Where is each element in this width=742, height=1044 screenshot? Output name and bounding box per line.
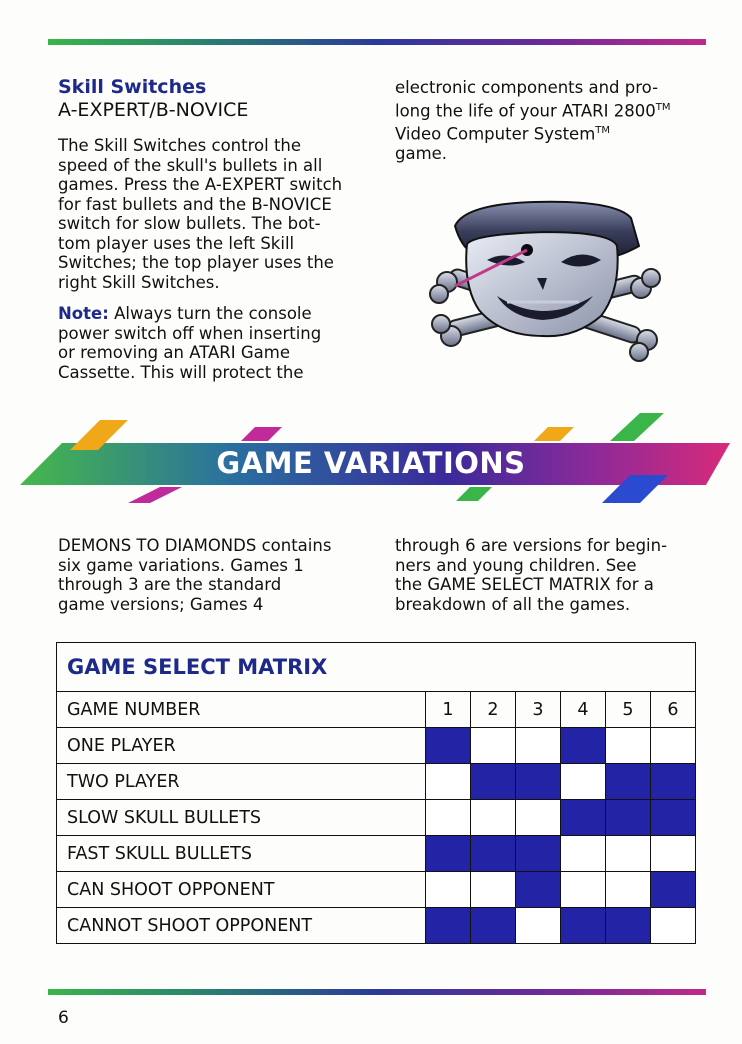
matrix-cell-filled [516, 764, 561, 800]
matrix-cell-empty [471, 872, 516, 908]
matrix-cell-filled [426, 836, 471, 872]
note-text: Always turn the console [108, 304, 312, 323]
matrix-row-label: ONE PLAYER [57, 728, 426, 764]
game-number-cell: 6 [651, 692, 696, 728]
matrix-row-label: SLOW SKULL BULLETS [57, 800, 426, 836]
page-number: 6 [58, 1008, 69, 1028]
body-line: ners and young children. See [395, 555, 637, 575]
note-line [58, 304, 378, 324]
matrix-cell-empty [561, 764, 606, 800]
body-line: Switches; the top player uses the [58, 253, 334, 272]
matrix-cell-filled [606, 764, 651, 800]
variations-intro-right [395, 536, 715, 614]
matrix-title-row [57, 643, 696, 692]
matrix-cell-empty [606, 872, 651, 908]
game-number-cell: 5 [606, 692, 651, 728]
body-line: speed of the skull's bullets in all [58, 155, 323, 175]
matrix-cell-empty [471, 800, 516, 836]
body-line: six game variations. Games 1 [58, 555, 304, 575]
matrix-cell-filled [516, 836, 561, 872]
matrix-cell-filled [561, 908, 606, 944]
body-line: The Skill Switches control the [58, 136, 302, 155]
body-text: long the life of your ATARI 2800 [395, 101, 656, 120]
matrix-row [57, 836, 696, 872]
note-line: Cassette. This will protect the [58, 362, 304, 382]
continued-text [395, 78, 715, 163]
body-line: breakdown of all the games. [395, 594, 631, 614]
matrix-cell-filled [426, 728, 471, 764]
matrix-row [57, 908, 696, 944]
body-line: for fast bullets and the B-NOVICE [58, 194, 332, 214]
trademark-mark: TM [655, 101, 671, 113]
body-line: switch for slow bullets. The bot- [58, 214, 321, 233]
matrix-cell-filled [471, 764, 516, 800]
matrix-cell-empty [426, 764, 471, 800]
matrix-row [57, 728, 696, 764]
matrix-cell-empty [471, 728, 516, 764]
section-title: GAME VARIATIONS [216, 446, 526, 480]
matrix-cell-empty [606, 728, 651, 764]
game-number-cell: 4 [561, 692, 606, 728]
body-line: tom player uses the left Skill [58, 233, 295, 253]
note-line: or removing an ATARI Game [58, 343, 290, 362]
matrix-body [57, 728, 696, 944]
body-line: DEMONS TO DIAMONDS contains [58, 536, 332, 555]
matrix-cell-empty [606, 836, 651, 872]
matrix-cell-empty [516, 800, 561, 836]
bottom-divider [48, 989, 706, 995]
matrix-cell-empty [561, 836, 606, 872]
matrix-cell-empty [651, 836, 696, 872]
body-line: the GAME SELECT MATRIX for a [395, 575, 654, 594]
matrix-row [57, 764, 696, 800]
skill-switches-subheading: A-EXPERT/B-NOVICE [58, 99, 249, 121]
matrix-cell-filled [516, 872, 561, 908]
game-number-label: GAME NUMBER [57, 692, 426, 728]
body-line: games. Press the A-EXPERT switch [58, 175, 343, 194]
matrix-row-label: TWO PLAYER [57, 764, 426, 800]
note-label: Note: [58, 304, 109, 323]
body-line: game. [395, 143, 448, 163]
body-line: game versions; Games 4 [58, 594, 264, 614]
matrix-cell-empty [651, 728, 696, 764]
matrix-row-label: FAST SKULL BULLETS [57, 836, 426, 872]
variations-intro-left [58, 536, 378, 614]
game-number-cell: 1 [426, 692, 471, 728]
matrix-cell-filled [651, 872, 696, 908]
matrix-cell-filled [471, 836, 516, 872]
matrix-row [57, 872, 696, 908]
matrix-cell-filled [471, 908, 516, 944]
body-line: electronic components and pro- [395, 78, 659, 97]
body-line: through 6 are versions for begin- [395, 536, 668, 555]
matrix-cell-empty [516, 908, 561, 944]
matrix-cell-empty [561, 872, 606, 908]
matrix-row-label: CANNOT SHOOT OPPONENT [57, 908, 426, 944]
matrix-row [57, 800, 696, 836]
game-select-matrix [56, 642, 696, 944]
matrix-header-row [57, 692, 696, 728]
matrix-cell-empty [651, 908, 696, 944]
matrix-cell-filled [651, 764, 696, 800]
matrix-cell-empty [426, 800, 471, 836]
skill-switches-heading: Skill Switches [58, 76, 207, 98]
matrix-cell-filled [606, 800, 651, 836]
matrix-row-label: CAN SHOOT OPPONENT [57, 872, 426, 908]
skull-crossbones-illustration [425, 198, 665, 368]
matrix-cell-filled [606, 908, 651, 944]
note-line: power switch off when inserting [58, 323, 322, 343]
game-number-cell: 2 [471, 692, 516, 728]
body-line: through 3 are the standard [58, 575, 282, 594]
matrix-cell-filled [426, 908, 471, 944]
skill-switches-section [58, 76, 378, 382]
body-line: right Skill Switches. [58, 272, 220, 292]
game-number-cell: 3 [516, 692, 561, 728]
body-line [395, 121, 715, 144]
body-line [395, 98, 715, 121]
matrix-title: GAME SELECT MATRIX [57, 643, 696, 692]
matrix-cell-filled [561, 800, 606, 836]
matrix-cell-filled [561, 728, 606, 764]
matrix-cell-filled [651, 800, 696, 836]
body-text: Video Computer System [395, 124, 596, 143]
matrix-cell-empty [426, 872, 471, 908]
matrix-cell-empty [516, 728, 561, 764]
top-divider [48, 39, 706, 45]
trademark-mark: TM [595, 124, 611, 136]
